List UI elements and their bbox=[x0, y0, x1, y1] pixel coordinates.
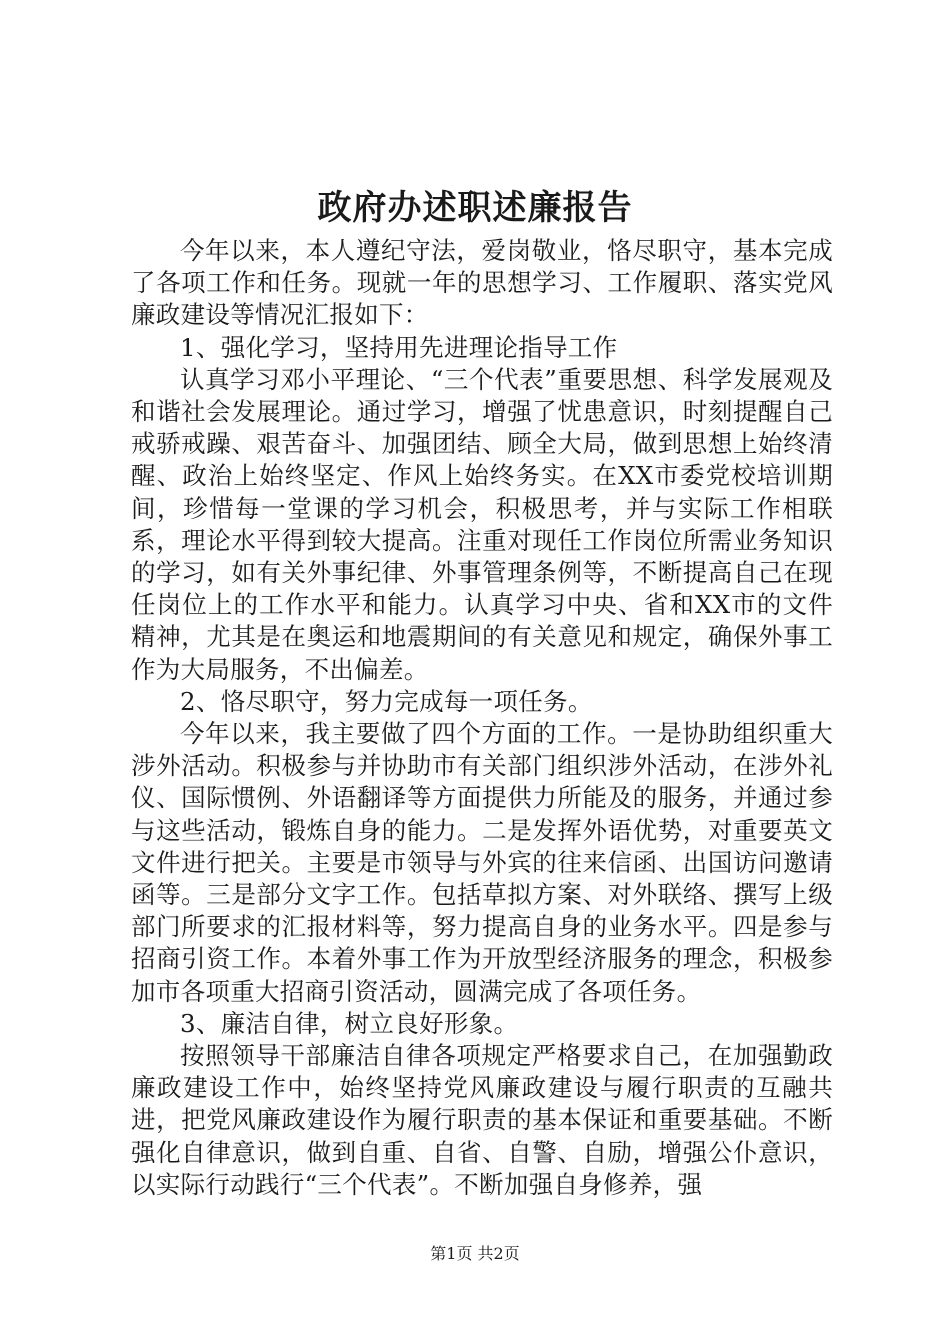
paragraph-integrity: 按照领导干部廉洁自律各项规定严格要求自己，在加强勤政廉政建设工作中，始终坚持党风廉政建设与履行职责的互融共进，把党风廉政建设作为履行职责的基本保证和重要基础。不断强化自律意识，做到自重、自省、自警、自励，增强公仆意识，以实际行动践行“三个代表”。不断加强自身修养，强 bbox=[131, 1041, 833, 1199]
document-title: 政府办述职述廉报告 bbox=[317, 188, 633, 228]
page-number-footer: 第1页 共2页 bbox=[430, 1244, 520, 1263]
paragraph-intro: 今年以来，本人遵纪守法，爱岗敬业，恪尽职守，基本完成了各项工作和任务。现就一年的思想学习、工作履职、落实党风廉政建设等情况汇报如下： bbox=[131, 236, 833, 330]
paragraph-work: 今年以来，我主要做了四个方面的工作。一是协助组织重大涉外活动。积极参与并协助市有关部门组织涉外活动，在涉外礼仪、国际惯例、外语翻译等方面提供力所能及的服务，并通过参与这些活动，锻炼自身的能力。二是发挥外语优势，对重要英文文件进行把关。主要是市领导与外宾的往来信函、出国访问邀请函等。三是部分文字工作。包括草拟方案、对外联络、撰写上级部门所要求的汇报材料等，努力提高自身的业务水平。四是参与招商引资工作。本着外事工作为开放型经济服务的理念，积极参加市各项重大招商引资活动，圆满完成了各项任务。 bbox=[131, 719, 833, 1006]
section-heading-3: 3、廉洁自律，树立良好形象。 bbox=[180, 1008, 519, 1038]
section-heading-1: 1、强化学习，坚持用先进理论指导工作 bbox=[180, 332, 618, 362]
section-heading-2: 2、恪尽职守，努力完成每一项任务。 bbox=[180, 686, 593, 716]
paragraph-study: 认真学习邓小平理论、“三个代表”重要思想、科学发展观及和谐社会发展理论。通过学习，增强了忧患意识，时刻提醒自己戒骄戒躁、艰苦奋斗、加强团结、顾全大局，做到思想上始终清醒、政治上始终坚定、作风上始终务实。在XX市委党校培训期间，珍惜每一堂课的学习机会，积极思考，并与实际工作相联系，理论水平得到较大提高。注重对现任工作岗位所需业务知识的学习，如有关外事纪律、外事管理条例等，不断提高自己在现任岗位上的工作水平和能力。认真学习中央、省和XX市的文件精神，尤其是在奥运和地震期间的有关意见和规定，确保外事工作为大局服务，不出偏差。 bbox=[131, 364, 833, 684]
document-body bbox=[131, 235, 833, 1201]
